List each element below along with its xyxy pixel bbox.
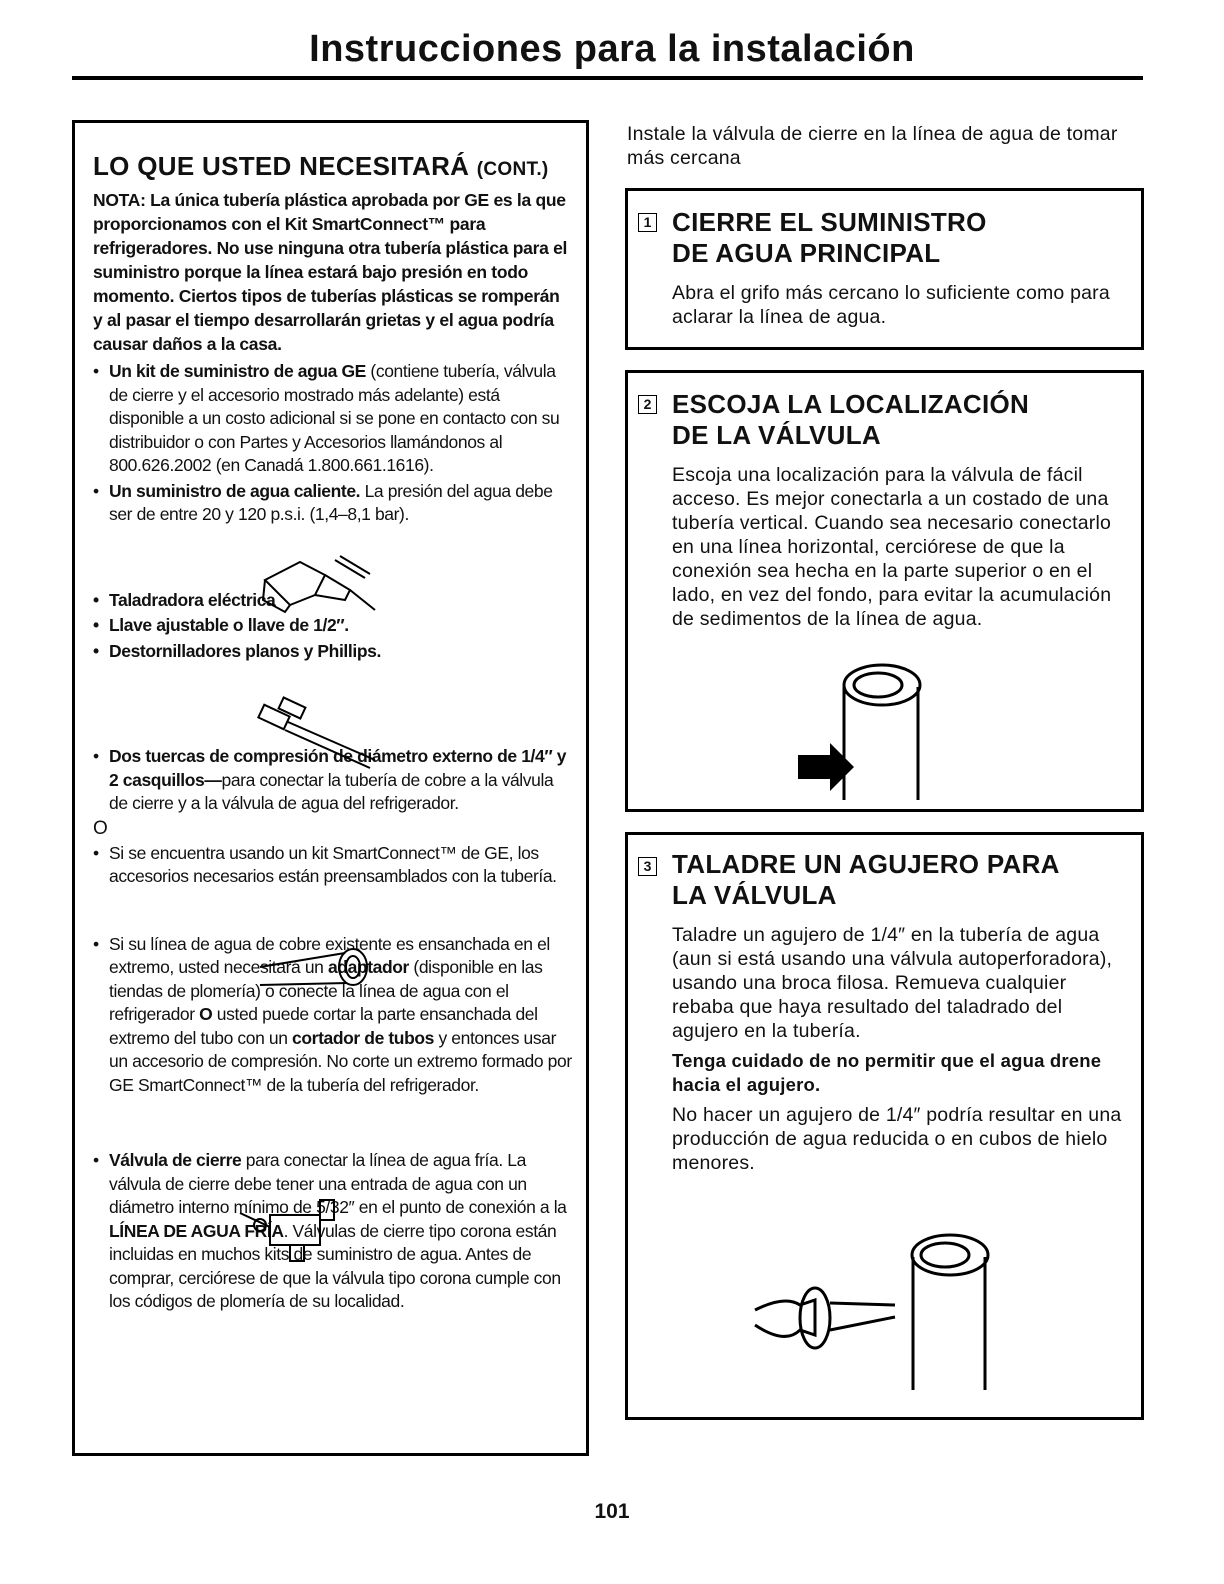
item-bold: LÍNEA DE AGUA FRÍA (109, 1220, 284, 1241)
needs-heading-main: LO QUE USTED NECESITARÁ (93, 151, 470, 181)
heading-line: LA VÁLVULA (672, 880, 837, 910)
item-text: La presión del agua debe ser de entre 20 y 120 p.s.i. (1,4–8,1 bar). (109, 480, 553, 524)
item-text: . Válvulas de cierre tipo corona están incluidas en muchos kits de suministro de agua. Antes de comprar, cerciórese de que la válvula tipo corona cumple con los códigos de plomería de su localidad. (109, 1220, 561, 1311)
item-bold: adaptador (327, 957, 409, 977)
step-heading (672, 849, 1060, 911)
list-item: • Si se encuentra usando un kit SmartConnect™ de GE, los accesorios necesarios están preensamblados con la tubería. (93, 842, 573, 889)
item-bold: cortador de tubos (292, 1027, 434, 1048)
step-number: 3 (638, 857, 657, 876)
heading-line: ESCOJA LA LOCALIZACIÓN (672, 389, 1030, 419)
warning-text: Tenga cuidado de no permitir que el agua drene hacia el agujero. (672, 1050, 1102, 1095)
item-bold: O (199, 1004, 213, 1024)
step-text (672, 923, 1127, 1181)
plastic-tubing-note: NOTA: La única tubería plástica aprobada por GE es la que proporcionamos con el Kit SmartConnect™ para refrigeradores. No use ninguna otra tubería plástica para el suministro porque la línea estará bajo presión en todo momento. Ciertos tipos de tuberías plásticas se romperán y al pasar el tiempo desarrollarán grietas y el agua podría causar daños a la casa. (93, 190, 568, 354)
list-item (93, 480, 573, 527)
title-rule (72, 76, 1143, 80)
item-text: usted puede cortar la parte ensanchada del extremo del tubo con un (109, 1004, 538, 1048)
step-paragraph: No hacer un agujero de 1/4″ podría resultar en una producción de agua reducida o en cubos de hielo menores. (672, 1104, 1122, 1174)
shutoff-valve-illustration (230, 1195, 360, 1265)
list-item: • Taladradora eléctrica (93, 589, 573, 613)
tubing-illustration (255, 945, 375, 1000)
drill-illustration (255, 550, 385, 620)
needs-heading (93, 151, 573, 182)
step-text: Escoja una localización para la válvula de fácil acceso. Es mejor conectarla a un costado de una tubería vertical. Cuando sea necesario conectarlo en una línea horizontal, cerciórese de que la conexión sea hecha en la parte superior o en el lado, en vez del fondo, para evitar la acumulación de sedimentos de la línea de agua. (672, 464, 1112, 630)
intro-text: Instale la válvula de cierre en la línea de agua de tomar más cercana (627, 123, 1118, 169)
drilling-pipe-illustration (745, 1225, 1005, 1400)
heading-line: TALADRE UN AGUJERO PARA (672, 849, 1060, 879)
step-heading (672, 389, 1029, 451)
vertical-pipe-illustration (790, 655, 930, 805)
item-text: Si su línea de agua de cobre existente es ensanchada en el extremo, usted necesitará un (109, 933, 550, 977)
page-number: 101 (594, 1500, 630, 1523)
heading-line: CIERRE EL SUMINISTRO (672, 207, 987, 237)
item-text: (contiene tubería, válvula de cierre y el accesorio mostrado más adelante) está disponible a un costo adicional si se pone en contacto con su distribuidor o con Partes y Accesorios llamándonos al 800.626.2002 (en Canadá 1.800.661.1616). (109, 361, 560, 475)
list-item: • Llave ajustable o llave de 1/2″. (93, 614, 573, 638)
item-text: (disponible en las tiendas de plomería) o conecte la línea de agua con el refrigerador (109, 957, 543, 1024)
item-text: para conectar la tubería de cobre a la válvula de cierre y a la válvula de agua del refrigerador. (109, 769, 554, 813)
item-bold: Válvula de cierre (109, 1150, 242, 1170)
item-text: para conectar la línea de agua fría. La válvula de cierre debe tener una entrada de agua con un diámetro interno mínimo de 5/32″ en el punto de conexión a la (109, 1150, 567, 1217)
list-item (93, 360, 573, 478)
needs-heading-cont: (CONT.) (476, 159, 549, 180)
list-item: • Destornilladores planos y Phillips. (93, 640, 573, 664)
compression-nuts-illustration (255, 700, 385, 770)
item-text: y entonces usar un accesorio de compresión. No corte un extremo formado por GE SmartConnect™ de la tubería del refrigerador. (109, 1027, 572, 1095)
or-text: O (93, 817, 108, 839)
step-heading (672, 207, 987, 269)
item-bold: Un suministro de agua caliente. (109, 480, 361, 501)
step-paragraph: Taladre un agujero de 1/4″ en la tubería de agua (aun si está usando una válvula autoperforadora), usando una broca filosa. Remueva cualquier rebaba que haya resultado del taladrado del agujero en la tubería. (672, 924, 1113, 1042)
item-bold: Un kit de suministro de agua GE (109, 361, 366, 381)
step-number: 2 (638, 395, 657, 414)
step-text: Abra el grifo más cercano lo suficiente como para aclarar la línea de agua. (672, 282, 1110, 328)
heading-line: DE AGUA PRINCIPAL (672, 238, 941, 268)
step-1-box (625, 188, 1144, 350)
step-number: 1 (638, 213, 657, 232)
heading-line: DE LA VÁLVULA (672, 420, 882, 450)
item-bold: Dos tuercas de compresión de diámetro externo de 1/4″ y 2 casquillos— (109, 746, 567, 790)
page-title: Instrucciones para la instalación (309, 28, 915, 70)
